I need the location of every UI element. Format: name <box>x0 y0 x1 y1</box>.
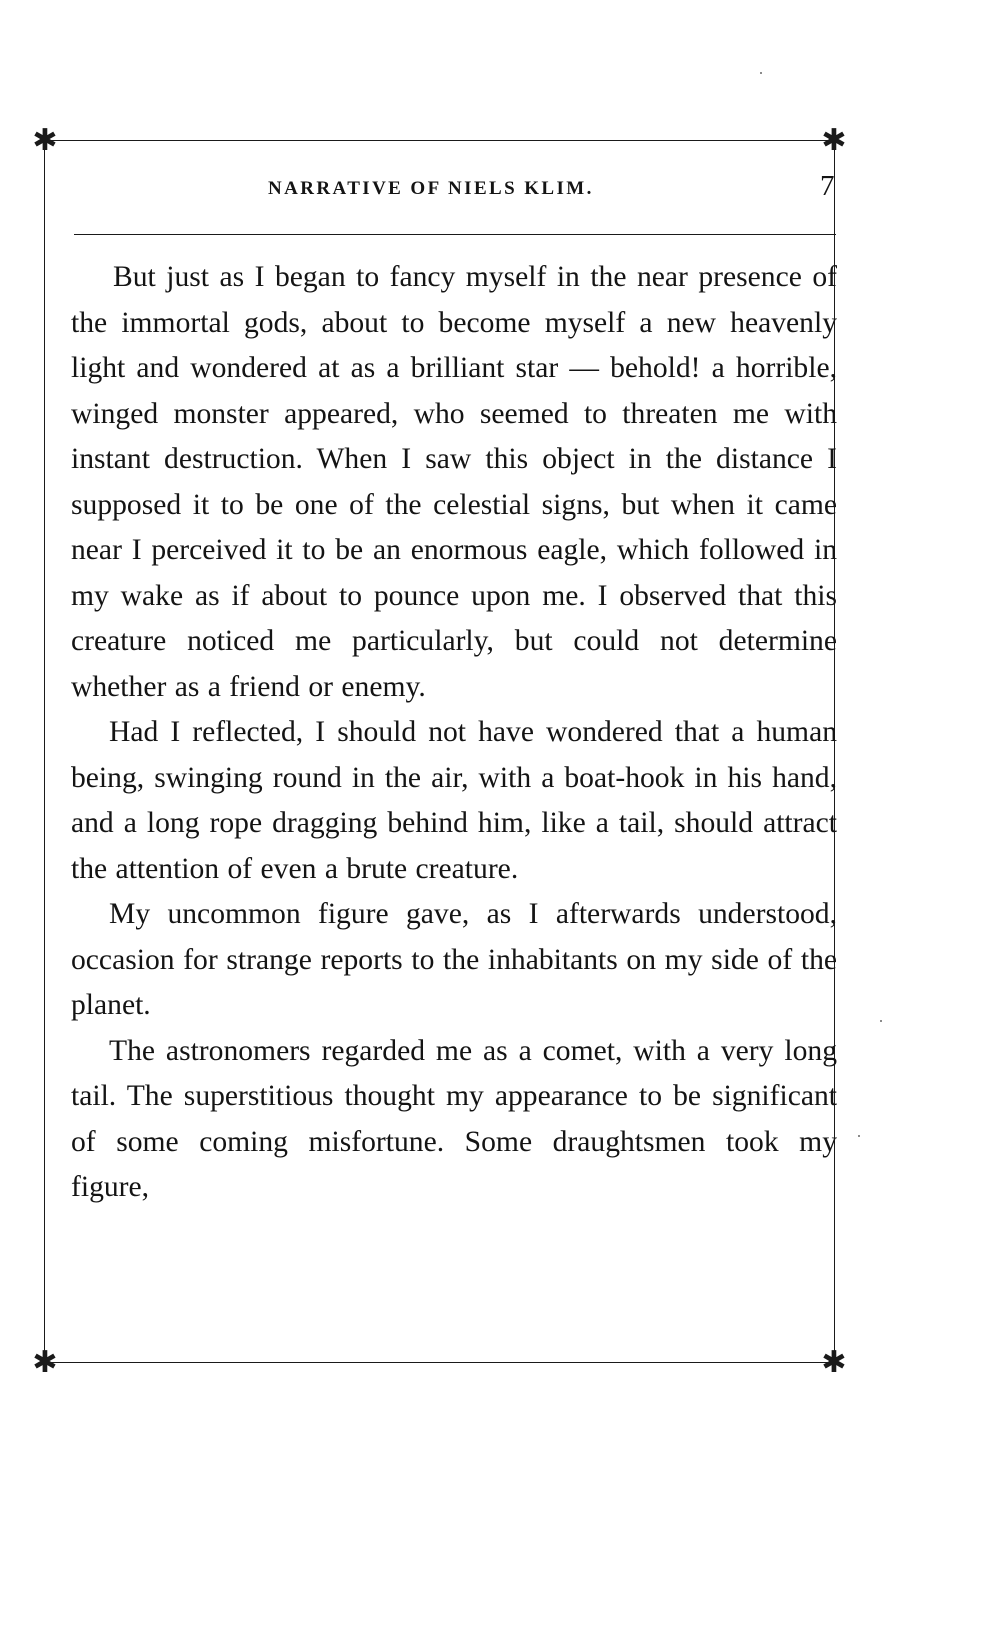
paragraph-4: The astronomers regarded me as a comet, with a very long tail. The superstitious thought my appearance to be significant of some coming misfortune. Some draughtsmen took my figure, <box>71 1034 837 1203</box>
frame-top-rule <box>44 140 836 141</box>
corner-ornament-bottom-left: ✱ <box>32 1346 58 1379</box>
frame-left-rule <box>44 140 45 1362</box>
paragraph-3: My uncommon figure gave, as I afterwards understood, occasion for strange reports to the inhabitants on my side of the planet. <box>71 898 837 1021</box>
page-number: 7 <box>820 170 835 202</box>
scan-speck <box>880 1020 882 1022</box>
frame-bottom-rule <box>44 1362 836 1363</box>
scan-speck <box>760 72 762 74</box>
corner-ornament-top-right: ✱ <box>821 124 847 157</box>
paragraph-1: But just as I began to fancy myself in the near presence of the immortal gods, about to become myself a new heavenly light and wondered at as a brilliant star — behold! a horrible, winged monster appeared, who seemed to threaten me with instant destruction. When I saw this object in the distance I supposed it to be one of the celestial signs, but when it came near I perceived it to be an enormous eagle, which followed in my wake as if about to pounce upon me. I observed that this creature noticed me particularly, but could not determine whether as a friend or enemy. <box>71 261 837 703</box>
corner-ornament-bottom-right: ✱ <box>821 1346 847 1379</box>
scan-speck <box>858 1135 860 1137</box>
running-title: NARRATIVE OF NIELS KLIM. <box>268 178 594 199</box>
paragraph-2: Had I reflected, I should not have wondered that a human being, swinging round in the air, with a boat-hook in his hand, and a long rope dragging behind him, like a tail, should attract the attention of even a brute creature. <box>71 716 837 885</box>
page-body <box>71 255 837 1211</box>
corner-ornament-top-left: ✱ <box>32 124 58 157</box>
header-rule <box>74 234 836 235</box>
